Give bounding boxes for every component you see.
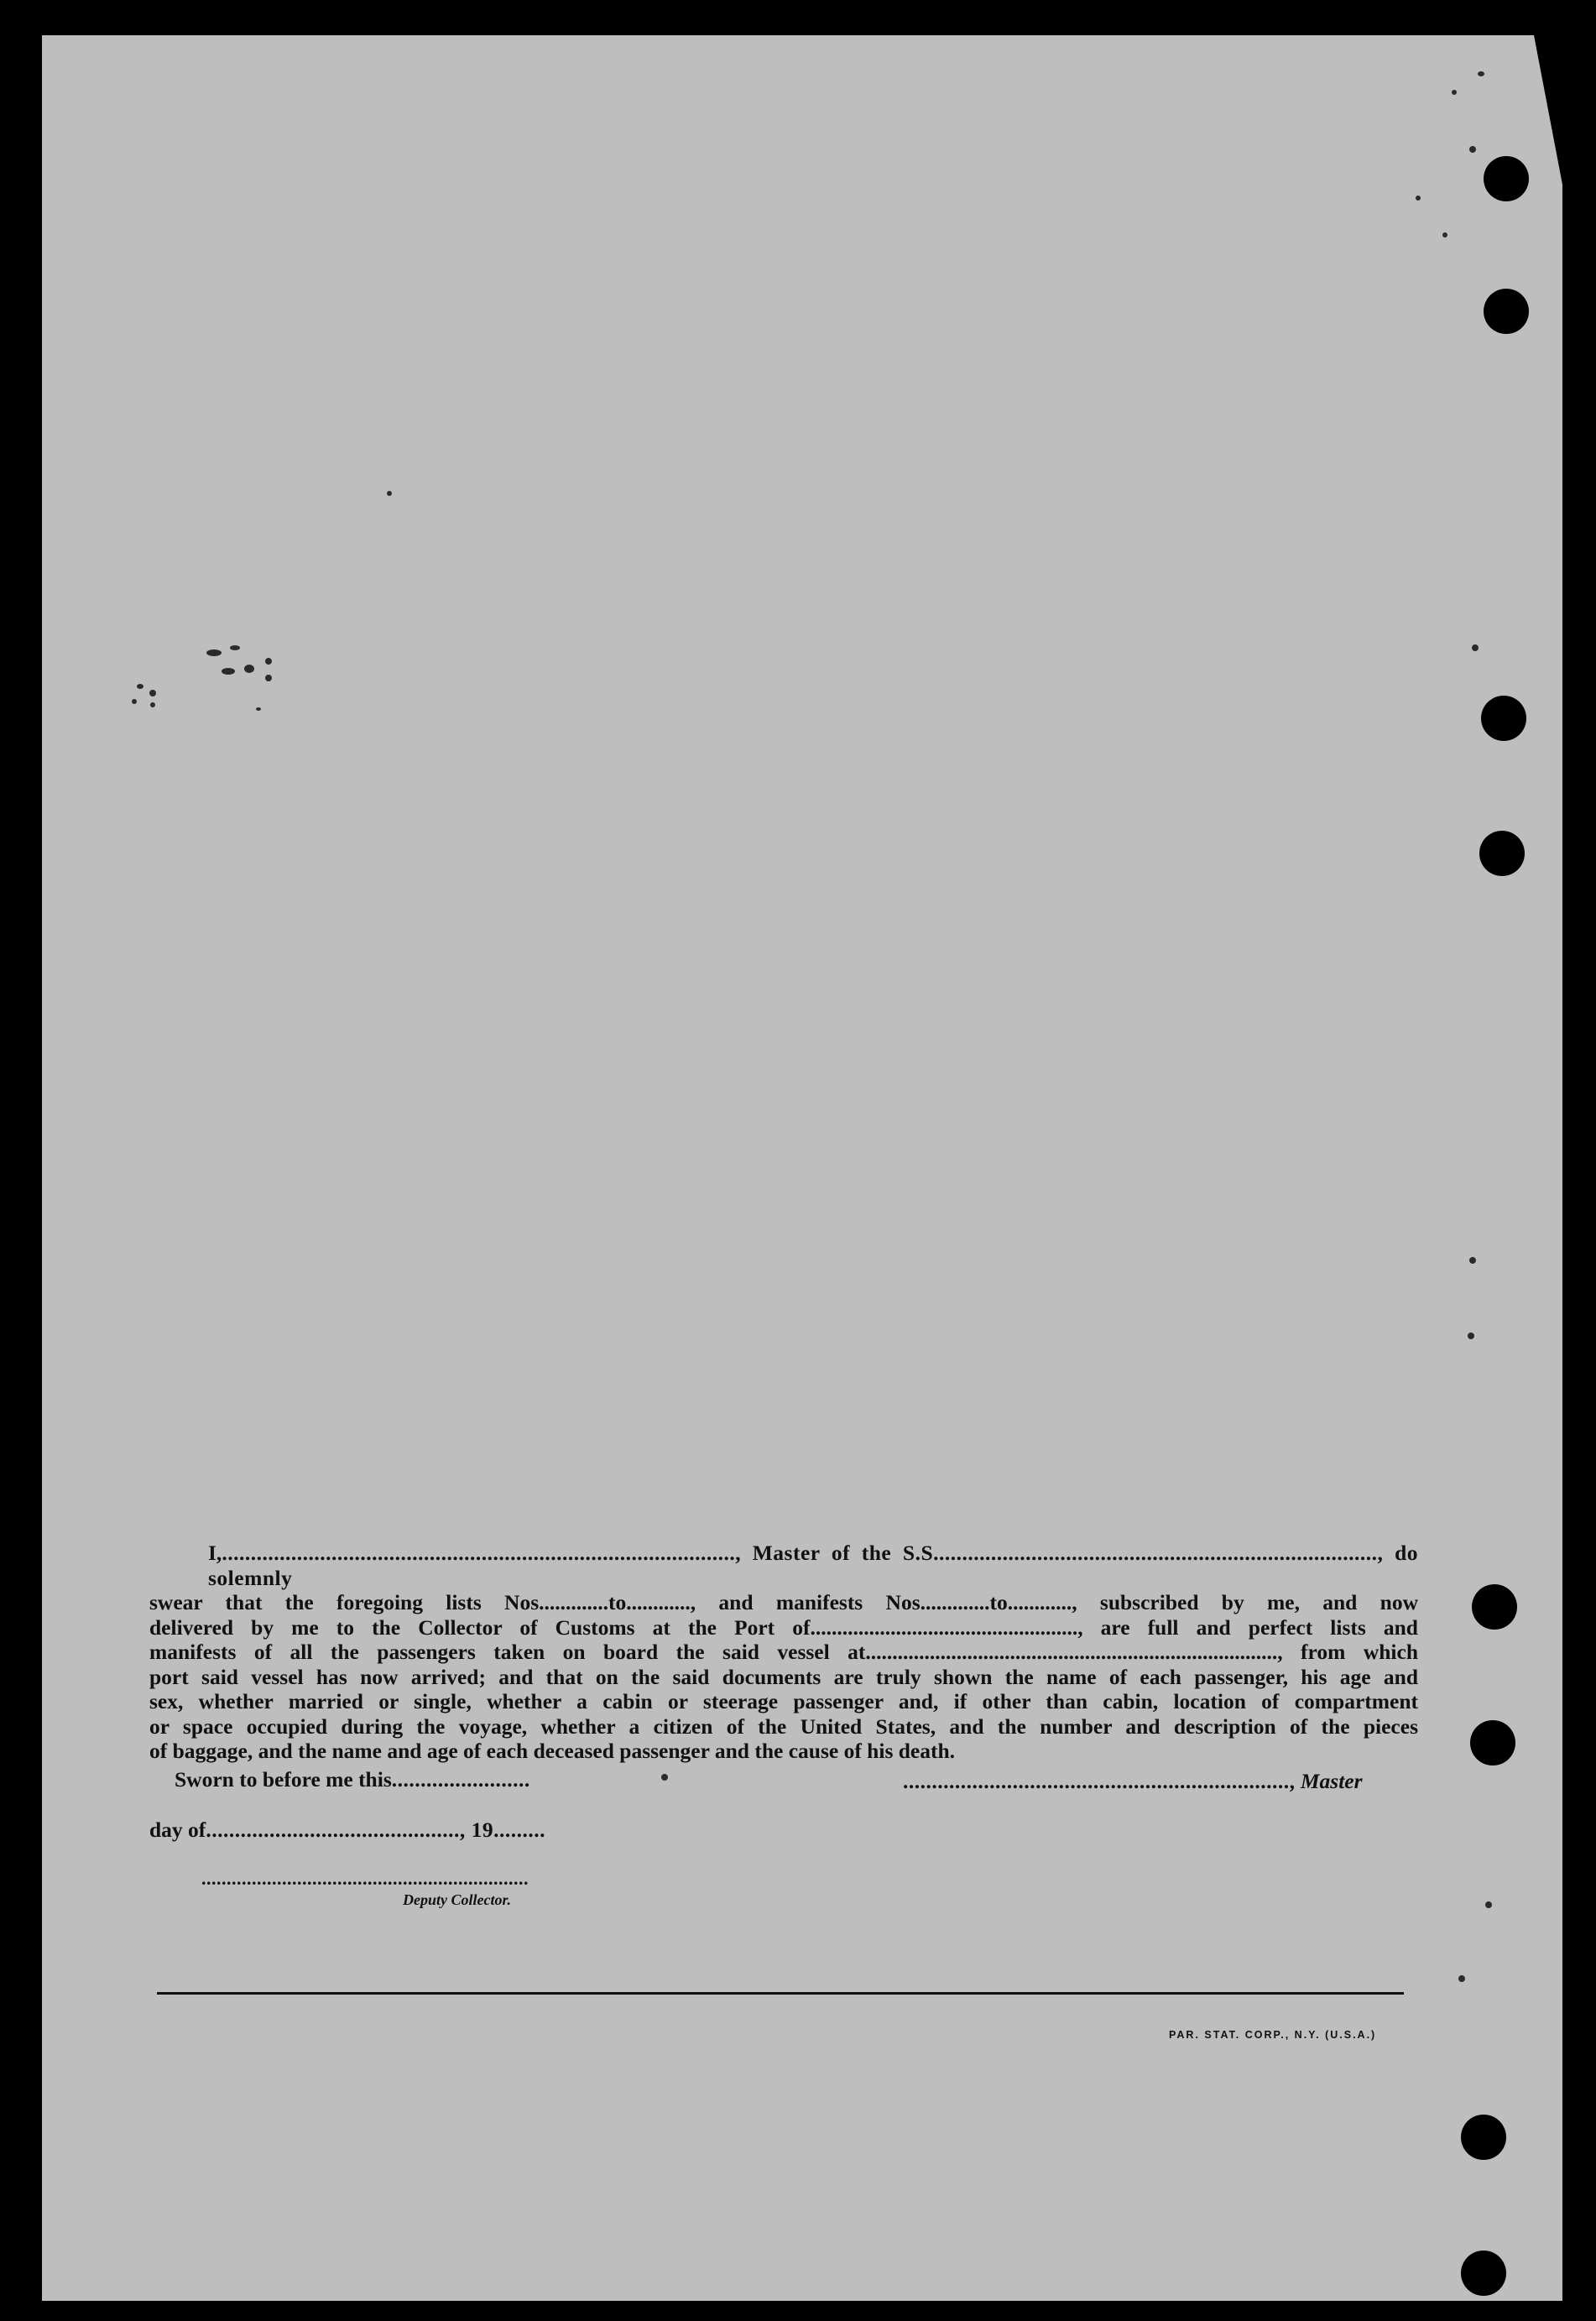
master-oath-paragraph (149, 1541, 1418, 1764)
deputy-collector-label: Deputy Collector. (403, 1891, 511, 1908)
day-label: day of (149, 1818, 206, 1842)
oath-line: or space occupied during the voyage, whether a citizen of the United States, and the number and description of the pieces (149, 1713, 1418, 1739)
sworn-line (175, 1767, 530, 1792)
ship-name-field: ............................................................................, do solemnly (208, 1541, 1418, 1590)
binder-hole (1481, 696, 1526, 741)
binder-hole (1470, 1720, 1515, 1766)
oath-line: port said vessel has now arrived; and that on the said documents are truly shown the name of each passenger, his age and (149, 1664, 1418, 1689)
oath-line: of baggage, and the name and age of each deceased passenger and the cause of his death. (149, 1739, 956, 1763)
oath-line: manifests of all the passengers taken on board the said vessel at............................................................................., from which (149, 1640, 1418, 1664)
master-name-field: ........................................................................................., Master of the S.S. (222, 1541, 940, 1565)
day-line (149, 1818, 545, 1843)
oath-line-1a: I, (208, 1541, 222, 1565)
deputy-signature-field (201, 1868, 529, 1890)
oath-line: delivered by me to the Collector of Customs at the Port of.................................................., are full and perfect lists and (149, 1614, 1418, 1640)
master-signature-field: ..................................................................., (903, 1769, 1296, 1793)
master-signature-label: Master (1300, 1769, 1363, 1793)
oath-line (149, 1541, 1418, 1590)
master-signature-line (903, 1769, 1363, 1794)
binder-hole (1461, 2251, 1506, 2296)
binder-hole (1479, 831, 1525, 876)
binder-hole (1461, 2115, 1506, 2160)
sworn-label: Sworn to before me this (175, 1767, 392, 1792)
footer-rule (157, 1992, 1404, 1995)
printer-imprint: PAR. STAT. CORP., N.Y. (U.S.A.) (1169, 2029, 1377, 2041)
binder-hole (1484, 289, 1529, 334)
year-field: ......... (493, 1818, 545, 1842)
oath-line: swear that the foregoing lists Nos.............to............, and manifests Nos.............to............, subscribed by me, and now (149, 1590, 1418, 1614)
oath-line: sex, whether married or single, whether a cabin or steerage passenger and, if other than cabin, location of compartment (149, 1689, 1418, 1713)
binder-hole (1484, 156, 1529, 201)
binder-hole (1472, 1584, 1517, 1630)
deputy-dots: ................................................................. (201, 1868, 529, 1889)
day-field: ............................................, 19 (206, 1818, 494, 1842)
paper-sheet (42, 35, 1562, 2301)
sworn-date-field: ........................ (391, 1767, 530, 1792)
